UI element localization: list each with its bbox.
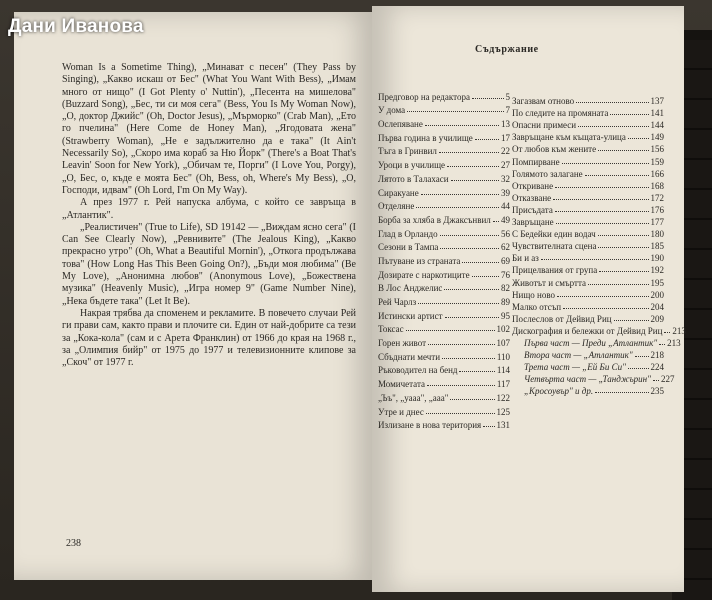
seller-watermark: Дани Иванова [8, 16, 144, 37]
toc-entry [378, 184, 510, 198]
toc-entry-page: 22 [501, 146, 510, 157]
toc-entry [378, 198, 510, 212]
toc-leader-dots [585, 175, 649, 176]
toc-entry-title: Уроци в училище [378, 160, 446, 171]
toc-entry-title: Първа година в училище [378, 132, 473, 143]
toc-leader-dots [588, 284, 649, 285]
toc-entry-title: Рей Чарлз [378, 297, 417, 307]
paragraph: „Реалистичен" (True to Life), SD 19142 — „Виждам ясно сега" (I Can See Clearly Now), „Ревнивите" (The Jealous King), „Какво прекрасно утро" (Oh, What a Beautiful Mornin'), „Откога продължава това" (How Long Has This Been Going On?), „Бъди моя любима" (Be My Love), „Анонимна любов" (Anonymous Love), „Божествена музика" (Heavenly Music), „Игра номер 9" (Game Number Nine), „Нека бъдете така" (Let It Be). [62, 221, 356, 307]
toc-entry [378, 211, 510, 225]
toc-leader-dots [610, 114, 648, 115]
toc-entry-title: С Бедейки един водач [512, 229, 596, 240]
toc-leader-dots [418, 303, 499, 304]
toc-entry-page: 156 [650, 144, 664, 155]
toc-entry-title: Борба за хляба в Джаксънвил [378, 214, 491, 225]
toc-entry [378, 334, 510, 348]
toc-entry-title: Истински артист [378, 310, 443, 321]
toc-leader-dots [563, 308, 648, 309]
toc-entry [378, 280, 510, 294]
toc-entry [512, 239, 664, 251]
toc-entry [512, 215, 664, 227]
toc-leader-dots [628, 368, 649, 369]
toc-entry-page: 110 [496, 351, 510, 362]
paragraph: А през 1977 г. Рей напуска албума, с който се завръща в „Атлантик". [62, 197, 356, 221]
toc-entry-title: Прицелвания от група [512, 265, 598, 276]
toc-entry [512, 191, 664, 203]
toc-entry-page: 144 [650, 120, 664, 131]
toc-leader-dots [406, 330, 495, 331]
toc-entry-page: 166 [650, 168, 664, 179]
toc-leader-dots [472, 276, 499, 277]
toc-entry-title: Сбъднати мечти [378, 351, 441, 362]
toc-entry [512, 336, 681, 348]
toc-entry-title: Четвърта част — „Танджърин" [524, 374, 651, 385]
toc-entry [512, 154, 664, 166]
toc-entry-page: 137 [650, 96, 664, 107]
toc-entry-title: Дозирате с наркотиците [378, 269, 470, 280]
toc-entry-title: Токсас [378, 324, 404, 335]
toc-entry [512, 203, 664, 215]
toc-entry-page: 44 [501, 201, 510, 212]
toc-entry-title: Лятото в Талахаси [378, 173, 449, 184]
toc-entry-page: 213 [672, 325, 686, 336]
toc-entry [378, 115, 510, 129]
toc-entry-title: Отделяне [378, 201, 415, 212]
toc-leader-dots [541, 259, 649, 260]
toc-entry [378, 102, 510, 116]
toc-entry-page: 168 [650, 180, 664, 191]
toc-entry [512, 167, 664, 179]
toc-column-left [378, 88, 510, 430]
toc-entry-title: Ослепяване [378, 119, 423, 130]
toc-leader-dots [576, 102, 648, 103]
toc-entry-page: 27 [501, 160, 510, 171]
toc-entry [512, 300, 664, 312]
toc-leader-dots [472, 98, 504, 99]
toc-entry-title: Първа част — Преди „Атлантик" [524, 337, 658, 348]
toc-entry [378, 129, 510, 143]
toc-leader-dots [442, 358, 495, 359]
toc-entry-title: Отказване [512, 192, 552, 203]
toc-entry [378, 307, 510, 321]
page-number: 238 [66, 538, 81, 549]
toc-leader-dots [425, 125, 499, 126]
toc-entry-page: 185 [650, 241, 664, 252]
toc-entry-page: 172 [650, 192, 664, 203]
toc-entry [512, 275, 664, 287]
toc-entry-page: 102 [496, 324, 510, 335]
toc-entry-page: 209 [650, 313, 664, 324]
toc-entry-page: 149 [650, 132, 664, 143]
toc-entry-title: Сезони в Тампа [378, 242, 439, 253]
toc-leader-dots [462, 262, 499, 263]
toc-entry-title: От любов към жените [512, 144, 597, 155]
toc-leader-dots [653, 380, 659, 381]
toc-entry-page: 69 [501, 255, 510, 266]
toc-entry-page: 76 [501, 269, 510, 280]
toc-entry [512, 94, 664, 106]
toc-leader-dots [493, 221, 499, 222]
toc-entry-page: 125 [496, 406, 510, 417]
toc-entry-page: 13 [501, 119, 510, 130]
toc-entry-page: 114 [496, 365, 510, 376]
toc-entry-title: Малко отсъп [512, 301, 562, 312]
toc-entry-page: 177 [650, 217, 664, 228]
toc-leader-dots [483, 426, 494, 427]
toc-entry-title: В Лос Анджелис [378, 283, 443, 294]
toc-entry-page: 195 [650, 277, 664, 288]
toc-leader-dots [439, 152, 499, 153]
toc-entry-title: Нищо ново [512, 289, 556, 300]
toc-entry-page: 17 [501, 132, 510, 143]
toc-entry-page: 235 [650, 386, 664, 397]
toc-entry [512, 312, 664, 324]
toc-leader-dots [427, 385, 495, 386]
toc-entry [378, 156, 510, 170]
toc-entry-title: Сиракуане [378, 187, 419, 198]
toc-entry [512, 130, 664, 142]
toc-leader-dots [444, 289, 499, 290]
toc-entry-title: По следите на промяната [512, 108, 609, 119]
toc-entry [378, 239, 510, 253]
toc-entry [512, 360, 664, 372]
toc-entry-page: 95 [501, 310, 510, 321]
toc-leader-dots [614, 320, 649, 321]
toc-entry [378, 375, 510, 389]
toc-entry-title: Послеслов от Дейвид Риц [512, 313, 612, 324]
toc-entry-title: Горен живот [378, 338, 427, 349]
toc-entry-page: 200 [650, 289, 664, 300]
toc-entry-page: 82 [501, 283, 510, 294]
toc-entry-title: Опасни примеси [512, 120, 577, 131]
toc-entry-page: 190 [650, 253, 664, 264]
toc-leader-dots [451, 180, 499, 181]
toc-entry-title: Завръщане към къщата-улица [512, 132, 626, 143]
toc-entry-page: 180 [650, 229, 664, 240]
toc-entry [378, 348, 510, 362]
toc-entry-page: 227 [660, 374, 675, 385]
toc-entry-page: 32 [501, 173, 510, 184]
toc-entry [512, 106, 664, 118]
toc-entry-page: 7 [505, 105, 510, 116]
toc-entry-page: 49 [501, 214, 510, 225]
toc-entry-page: 176 [650, 204, 664, 215]
toc-entry-page: 213 [667, 337, 681, 348]
toc-entry-page: 141 [650, 108, 664, 119]
toc-entry-title: Тъга в Гринвил [378, 146, 437, 157]
toc-leader-dots [553, 199, 648, 200]
toc-entry [378, 143, 510, 157]
toc-entry [378, 225, 510, 239]
toc-leader-dots [598, 150, 648, 151]
toc-leader-dots [440, 235, 499, 236]
toc-entry-title: Загазвам отново [512, 96, 575, 107]
toc-entry-title: Присъдата [512, 204, 553, 215]
toc-leader-dots [556, 223, 649, 224]
toc-entry [512, 372, 675, 385]
toc-entry-page: 218 [650, 350, 664, 361]
toc-entry [512, 384, 664, 396]
toc-entry [512, 251, 664, 263]
toc-entry-title: Завръщане [512, 217, 554, 228]
toc-entry-title: Дискография и бележки от Дейвид Риц [512, 325, 663, 336]
toc-leader-dots [599, 271, 648, 272]
toc-entry-title: Трета част — „Ей Би Си" [524, 362, 626, 373]
toc-entry-page: 224 [650, 362, 664, 373]
toc-entry-page: 159 [650, 156, 664, 167]
toc-entry-page: 56 [501, 228, 510, 239]
toc-entry-page: 192 [650, 265, 664, 276]
toc-leader-dots [428, 344, 494, 345]
toc-leader-dots [555, 211, 649, 212]
toc-entry [378, 389, 510, 403]
toc-entry-title: Излизане в нова територия [378, 420, 482, 431]
toc-leader-dots [598, 247, 648, 248]
toc-leader-dots [440, 248, 499, 249]
toc-entry-title: Животът и смъртта [512, 277, 586, 288]
toc-leader-dots [447, 166, 499, 167]
toc-entry-title: Откриване [512, 180, 554, 191]
toc-leader-dots [557, 296, 648, 297]
toc-entry-title: Би и аз [512, 253, 539, 264]
toc-entry [512, 348, 664, 360]
toc-entry [378, 88, 510, 102]
toc-entry-title: Глад в Орландо [378, 228, 438, 239]
toc-entry-title: Чувствителната сцена [512, 241, 597, 252]
toc-entry [378, 266, 510, 280]
toc-entry-title: Ръководител на бенд [378, 365, 458, 376]
toc-entry-title: Утре и днес [378, 406, 424, 417]
toc-entry-title: Пътуване из страната [378, 255, 461, 266]
toc-entry-page: 39 [501, 187, 510, 198]
toc-column-right [512, 94, 686, 397]
toc-leader-dots [459, 371, 494, 372]
toc-entry-title: „Ъъ", „уааа", „ааа" [378, 392, 449, 403]
toc-leader-dots [475, 139, 499, 140]
toc-heading: Съдържание [475, 44, 539, 55]
toc-entry-title: У дома [378, 105, 406, 116]
toc-entry-title: Предговор на редактора [378, 91, 470, 102]
toc-entry-page: 5 [505, 91, 510, 102]
toc-leader-dots [628, 138, 649, 139]
toc-leader-dots [407, 111, 503, 112]
toc-entry-page: 62 [501, 242, 510, 253]
toc-leader-dots [664, 332, 670, 333]
toc-leader-dots [416, 207, 499, 208]
toc-entry-title: „Кросоувър" и др. [524, 386, 594, 397]
toc-entry [512, 118, 664, 130]
toc-leader-dots [595, 392, 648, 393]
toc-entry-page: 122 [496, 392, 510, 403]
toc-entry-page: 89 [501, 297, 510, 307]
toc-leader-dots [445, 317, 499, 318]
toc-entry [512, 288, 664, 300]
toc-entry [512, 324, 686, 336]
toc-entry-title: Помпирване [512, 156, 560, 167]
toc-entry-page: 117 [496, 379, 510, 390]
toc-leader-dots [578, 126, 648, 127]
toc-entry-title: Голямото залагане [512, 168, 583, 179]
left-page-body [62, 62, 356, 369]
toc-entry [378, 321, 510, 335]
paragraph: Накрая трябва да споменем и рекламите. В повечето случаи Рей ги прави сам, както прави и плочите си. Един от най-добрите са тези за „Кока-кола" (сам и с Арета Франклин) от 1966 до края на 1968 г., за „Олимпия бийр" от 1975 до 1977 и телевизионните клипове за „Скоч" от 1977 г. [62, 307, 356, 369]
toc-entry-title: Момичетата [378, 379, 425, 390]
toc-leader-dots [555, 187, 648, 188]
toc-leader-dots [635, 356, 649, 357]
toc-leader-dots [562, 163, 649, 164]
toc-entry-page: 107 [496, 338, 510, 349]
toc-entry-page: 204 [650, 301, 664, 312]
toc-entry [378, 362, 510, 376]
paragraph: Woman Is a Sometime Thing), „Минават с песен" (They Pass by Singing), „Какво искаш от Бес" (What You Want With Bess), „Имам много от нищо" (I Got Plenty o' Nuttin'), „Песента на мишелова" (Buzzard Song), „Бес, ти си моя сега" (Bess, You Is My Woman Now), „О, доктор Джийс" (Oh, Doctor Jesus), „Мърморко" (Crab Man), „Ето го пчелина" (Here Come de Honey Man), „Ягодовата жена" (Strawberry Woman), „Не е задължително да е така" (It Ain't Necessarily So), „Скоро има кораб за Ню Йорк" (There's a Boat That's Leavin' Soon for New York), „Обичам те, Порги" (I Love You, Porgy), „О, Бес, о, къде е моята Бес" (Oh, Bess, oh, Where's My Bess), „О, Господи, идвам" (Oh Lord, I'm On My Way). [62, 62, 356, 196]
toc-entry [378, 403, 510, 417]
toc-leader-dots [426, 413, 495, 414]
toc-leader-dots [421, 194, 499, 195]
toc-leader-dots [450, 399, 494, 400]
toc-leader-dots [659, 344, 665, 345]
toc-entry-page: 131 [496, 420, 510, 431]
toc-entry [378, 417, 510, 431]
toc-entry [378, 252, 510, 266]
toc-entry [512, 227, 664, 239]
toc-entry [512, 142, 664, 154]
toc-entry [378, 170, 510, 184]
toc-leader-dots [598, 235, 649, 236]
toc-entry-title: Втора част — „Атлантик" [524, 350, 633, 361]
toc-entry [512, 179, 664, 191]
toc-entry [378, 293, 510, 307]
toc-entry [512, 263, 664, 275]
